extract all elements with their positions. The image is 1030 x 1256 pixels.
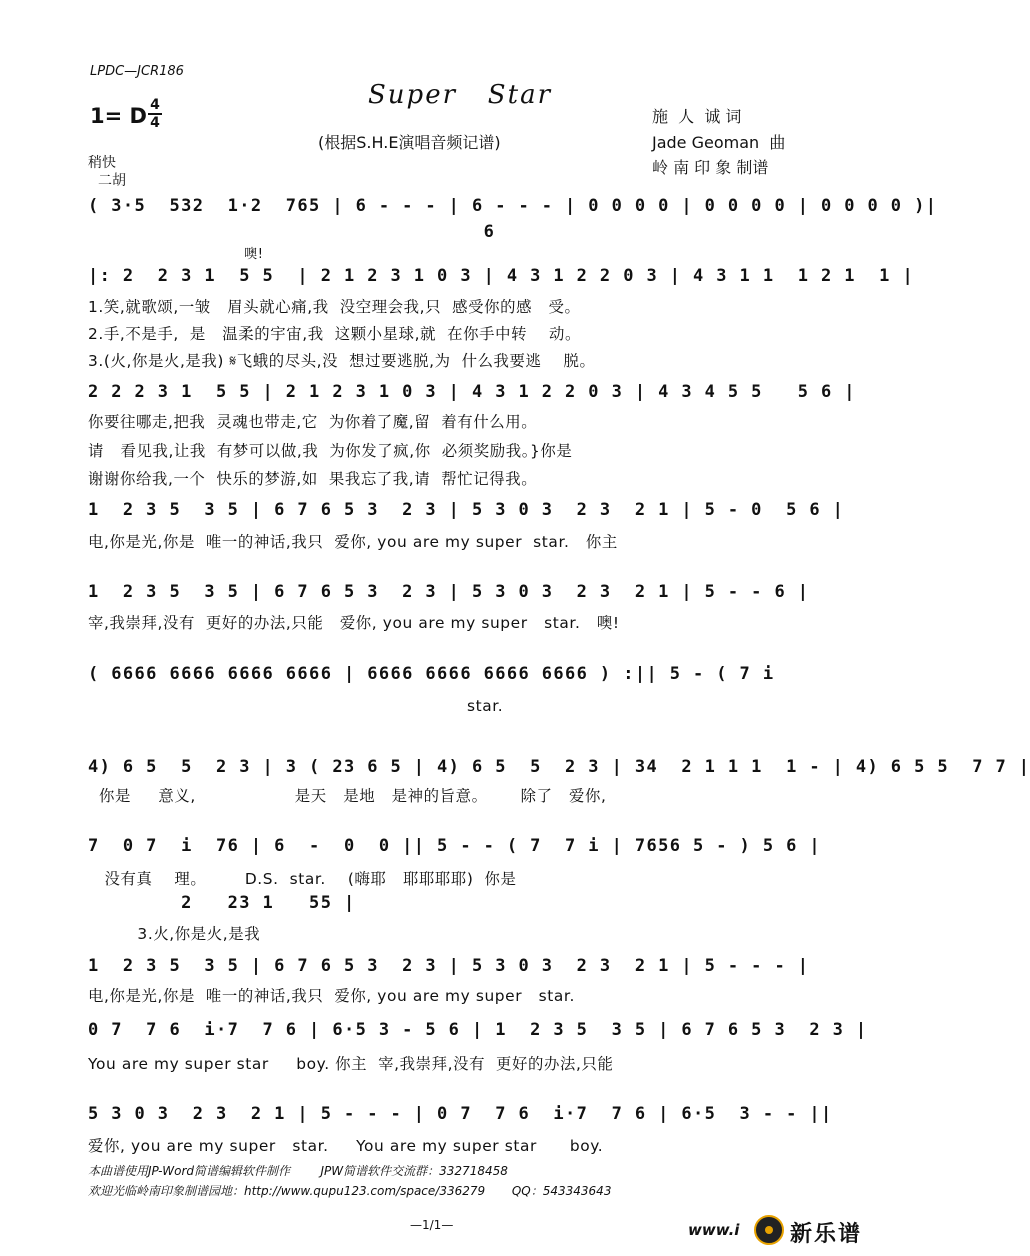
notation-row: ( 6666 6666 6666 6666 | 6666 6666 6666 6666 ) :|| 5 - ( 7 i bbox=[88, 664, 775, 684]
notation-row: 4) 6 5 5 2 3 | 3 ( 23 6 5 | 4) 6 5 5 2 3 | 34 2 1 1 1 1 - | 4) 6 5 5 7 7 | bbox=[88, 757, 1030, 777]
song-title: Super Star bbox=[368, 80, 552, 110]
notation-row: 2 23 1 55 | bbox=[88, 893, 356, 913]
lyric-line: 电,你是光,你是 唯一的神话,我只 爱你, you are my super star. 你主 bbox=[88, 533, 618, 551]
lyric-line: 3.火,你是火,是我 bbox=[88, 925, 261, 943]
lyric-line: 3.(火,你是火,是我) 𝄋飞蛾的尽头,没 想过要逃脱,为 什么我要逃 脱。 bbox=[88, 352, 596, 370]
lyric-line: 宰,我崇拜,没有 更好的办法,只能 爱你, you are my super star. 噢! bbox=[88, 614, 620, 632]
lyric-line: 你要往哪走,把我 灵魂也带走,它 为你着了魔,留 着有什么用。 bbox=[88, 413, 538, 431]
lyric-line: 谢谢你给我,一个 快乐的梦游,如 果我忘了我,请 帮忙记得我。 bbox=[88, 470, 538, 488]
footer-website-note: 欢迎光临岭南印象制谱园地：http://www.qupu123.com/space/336279 QQ：543343643 bbox=[88, 1184, 612, 1198]
lyric-line: 1.笑,就歌颂,一皱 眉头就心痛,我 没空理会我,只 感受你的感 受。 bbox=[88, 298, 581, 316]
arranger: 岭 南 印 象 制谱 bbox=[652, 158, 769, 177]
lyric-line: 你是 意义, 是天 是地 是神的旨意。 除了 爱你, bbox=[88, 787, 607, 805]
lyric-line: 请 看见我,让我 有梦可以做,我 为你发了疯,你 必须奖励我。}你是 bbox=[88, 442, 573, 460]
brand-name: 新乐谱 bbox=[790, 1222, 863, 1247]
notation-row: 2 2 2 3 1 5 5 | 2 1 2 3 1 0 3 | 4 3 1 2 2 0 3 | 4 3 4 5 5 5 6 | bbox=[88, 382, 856, 402]
score-code: LPDC—JCR186 bbox=[90, 64, 184, 79]
notation-row: 5 3 0 3 2 3 2 1 | 5 - - - | 0 7 7 6 i·7 7 6 | 6·5 3 - - || bbox=[88, 1104, 833, 1124]
notation-row: 7 0 7 i 76 | 6 - 0 0 || 5 - - ( 7 7 i | 7656 5 - ) 5 6 | bbox=[88, 836, 821, 856]
lyric-line: 没有真 理。 D.S. star. (嗨耶 耶耶耶耶) 你是 bbox=[88, 870, 517, 888]
lyricist: 施 人 诚 词 bbox=[652, 107, 742, 126]
composer: Jade Geoman 曲 bbox=[652, 133, 786, 152]
notation-row: |: 2 2 3 1 5 5 | 2 1 2 3 1 0 3 | 4 3 1 2 2 0 3 | 4 3 1 1 1 2 1 1 | bbox=[88, 266, 915, 286]
instrument-label: 二胡 bbox=[98, 173, 126, 189]
tempo-mark: 稍快 bbox=[88, 155, 116, 171]
notation-row: 0 7 7 6 i·7 7 6 | 6·5 3 - 5 6 | 1 2 3 5 3 5 | 6 7 6 5 3 2 3 | bbox=[88, 1020, 868, 1040]
lyric-line: 2.手,不是手, 是 温柔的宇宙,我 这颗小星球,就 在你手中转 动。 bbox=[88, 325, 582, 343]
subtitle: (根据S.H.E演唱音频记谱) bbox=[318, 133, 501, 152]
time-signature: 4 4 bbox=[148, 98, 162, 130]
lyric-line: 爱你, you are my super star. You are my super star boy. bbox=[88, 1137, 604, 1155]
notation-row: 1 2 3 5 3 5 | 6 7 6 5 3 2 3 | 5 3 0 3 2 3 2 1 | 5 - - 6 | bbox=[88, 582, 810, 602]
lyric-line: 电,你是光,你是 唯一的神话,我只 爱你, you are my super star. bbox=[88, 987, 575, 1005]
notation-row: 1 2 3 5 3 5 | 6 7 6 5 3 2 3 | 5 3 0 3 2 3 2 1 | 5 - 0 5 6 | bbox=[88, 500, 845, 520]
site-url: www.i bbox=[688, 1221, 740, 1239]
site-logo[interactable] bbox=[688, 1213, 880, 1249]
lyric-line: You are my super star boy. 你主 宰,我崇拜,没有 更好的办法,只能 bbox=[88, 1055, 614, 1073]
notation-row: 6 bbox=[88, 222, 496, 242]
notation-row: 1 2 3 5 3 5 | 6 7 6 5 3 2 3 | 5 3 0 3 2 3 2 1 | 5 - - - | bbox=[88, 956, 810, 976]
lyric-line: star. bbox=[88, 697, 504, 715]
notation-row: ( 3·5 532 1·2 765 | 6 - - - | 6 - - - | 0 0 0 0 | 0 0 0 0 | 0 0 0 0 )| bbox=[88, 196, 938, 216]
record-disc-icon bbox=[754, 1215, 784, 1245]
lyric-line: 噢! bbox=[88, 247, 264, 262]
page-number: —1/1— bbox=[410, 1218, 454, 1232]
key-signature: 1= D bbox=[90, 104, 147, 128]
footer-software-note: 本曲谱使用JP-Word简谱编辑软件制作 JPW简谱软件交流群：332718458 bbox=[88, 1164, 508, 1178]
